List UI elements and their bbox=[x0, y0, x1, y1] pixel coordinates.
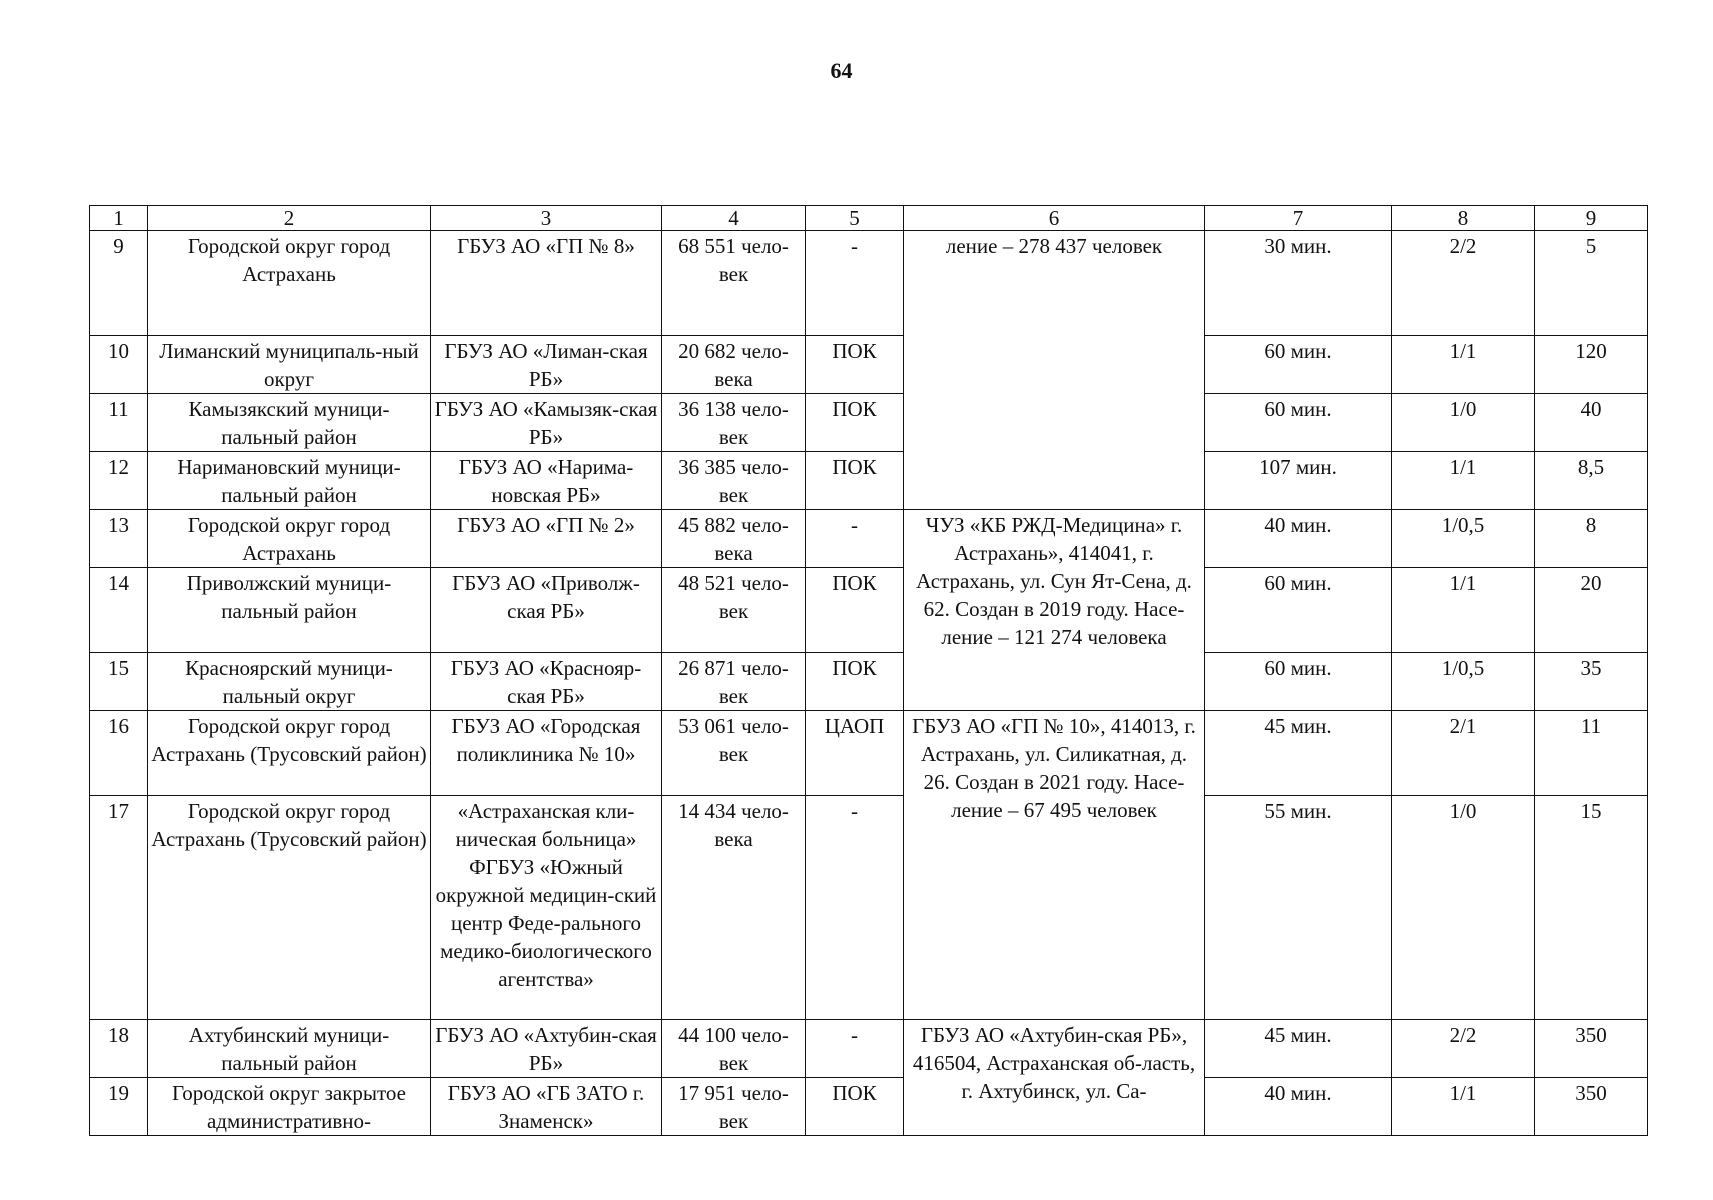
distance-cell: 350 bbox=[1535, 1020, 1648, 1078]
distance-cell: 40 bbox=[1535, 394, 1648, 452]
ratio-cell: 1/1 bbox=[1392, 568, 1535, 653]
row-number: 14 bbox=[90, 568, 148, 653]
area-cell: Лиманский муниципаль-ный округ bbox=[148, 336, 431, 394]
ratio-cell: 2/1 bbox=[1392, 711, 1535, 796]
area-cell: Камызякский муници-пальный район bbox=[148, 394, 431, 452]
organization-cell: ГБУЗ АО «Нарима-новская РБ» bbox=[431, 452, 662, 510]
type-cell: ПОК bbox=[806, 653, 904, 711]
time-cell: 60 мин. bbox=[1205, 336, 1392, 394]
population-cell: 20 682 чело-века bbox=[662, 336, 806, 394]
row-number: 15 bbox=[90, 653, 148, 711]
header-row bbox=[90, 206, 1648, 231]
row-number: 13 bbox=[90, 510, 148, 568]
ratio-cell: 1/0,5 bbox=[1392, 510, 1535, 568]
ratio-cell: 1/0 bbox=[1392, 796, 1535, 1020]
table-row bbox=[90, 568, 1648, 653]
reference-center-cell: ление – 278 437 человек bbox=[904, 231, 1205, 510]
header-cell: 7 bbox=[1205, 206, 1392, 231]
organization-cell: ГБУЗ АО «Приволж-ская РБ» bbox=[431, 568, 662, 653]
population-cell: 53 061 чело-век bbox=[662, 711, 806, 796]
type-cell: - bbox=[806, 796, 904, 1020]
organization-cell: ГБУЗ АО «Городская поликлиника № 10» bbox=[431, 711, 662, 796]
type-cell: - bbox=[806, 1020, 904, 1078]
row-number: 11 bbox=[90, 394, 148, 452]
row-number: 19 bbox=[90, 1078, 148, 1136]
population-cell: 44 100 чело-век bbox=[662, 1020, 806, 1078]
time-cell: 60 мин. bbox=[1205, 653, 1392, 711]
facilities-table bbox=[89, 205, 1648, 1136]
type-cell: - bbox=[806, 231, 904, 336]
header-cell: 2 bbox=[148, 206, 431, 231]
area-cell: Ахтубинский муници-пальный район bbox=[148, 1020, 431, 1078]
ratio-cell: 2/2 bbox=[1392, 231, 1535, 336]
distance-cell: 35 bbox=[1535, 653, 1648, 711]
type-cell: ЦАОП bbox=[806, 711, 904, 796]
time-cell: 30 мин. bbox=[1205, 231, 1392, 336]
distance-cell: 8,5 bbox=[1535, 452, 1648, 510]
table-row bbox=[90, 796, 1648, 1020]
area-cell: Наримановский муници-пальный район bbox=[148, 452, 431, 510]
population-cell: 48 521 чело-век bbox=[662, 568, 806, 653]
time-cell: 55 мин. bbox=[1205, 796, 1392, 1020]
area-cell: Красноярский муници-пальный округ bbox=[148, 653, 431, 711]
area-cell: Городской округ город Астрахань (Трусовский район) bbox=[148, 796, 431, 1020]
page-number: 64 bbox=[830, 58, 853, 83]
population-cell: 68 551 чело-век bbox=[662, 231, 806, 336]
population-cell: 26 871 чело-век bbox=[662, 653, 806, 711]
row-number: 10 bbox=[90, 336, 148, 394]
area-cell: Приволжский муници-пальный район bbox=[148, 568, 431, 653]
organization-cell: ГБУЗ АО «ГП № 2» bbox=[431, 510, 662, 568]
time-cell: 60 мин. bbox=[1205, 394, 1392, 452]
ratio-cell: 1/0,5 bbox=[1392, 653, 1535, 711]
distance-cell: 15 bbox=[1535, 796, 1648, 1020]
area-cell: Городской округ город Астрахань (Трусовский район) bbox=[148, 711, 431, 796]
time-cell: 45 мин. bbox=[1205, 711, 1392, 796]
distance-cell: 11 bbox=[1535, 711, 1648, 796]
ratio-cell: 1/1 bbox=[1392, 1078, 1535, 1136]
organization-cell: ГБУЗ АО «Камызяк-ская РБ» bbox=[431, 394, 662, 452]
population-cell: 14 434 чело-века bbox=[662, 796, 806, 1020]
row-number: 12 bbox=[90, 452, 148, 510]
ratio-cell: 1/1 bbox=[1392, 336, 1535, 394]
distance-cell: 120 bbox=[1535, 336, 1648, 394]
reference-center-cell: ГБУЗ АО «Ахтубин-ская РБ», 416504, Астраханская об-ласть, г. Ахтубинск, ул. Са- bbox=[904, 1020, 1205, 1136]
time-cell: 107 мин. bbox=[1205, 452, 1392, 510]
header-cell: 8 bbox=[1392, 206, 1535, 231]
row-number: 17 bbox=[90, 796, 148, 1020]
type-cell: ПОК bbox=[806, 452, 904, 510]
distance-cell: 5 bbox=[1535, 231, 1648, 336]
type-cell: ПОК bbox=[806, 1078, 904, 1136]
organization-cell: ГБУЗ АО «Лиман-ская РБ» bbox=[431, 336, 662, 394]
header-cell: 9 bbox=[1535, 206, 1648, 231]
reference-center-cell: ГБУЗ АО «ГП № 10», 414013, г. Астрахань, ул. Силикатная, д. 26. Создан в 2021 году. Насе-ление – 67 495 человек bbox=[904, 711, 1205, 1020]
distance-cell: 20 bbox=[1535, 568, 1648, 653]
row-number: 16 bbox=[90, 711, 148, 796]
reference-center-cell: ЧУЗ «КБ РЖД-Медицина» г. Астрахань», 414041, г. Астрахань, ул. Сун Ят-Сена, д. 62. Создан в 2019 году. Насе-ление – 121 274 человека bbox=[904, 510, 1205, 711]
organization-cell: ГБУЗ АО «Ахтубин-ская РБ» bbox=[431, 1020, 662, 1078]
table-row bbox=[90, 1020, 1648, 1078]
type-cell: ПОК bbox=[806, 336, 904, 394]
table-row bbox=[90, 336, 1648, 394]
row-number: 18 bbox=[90, 1020, 148, 1078]
header-cell: 4 bbox=[662, 206, 806, 231]
ratio-cell: 1/1 bbox=[1392, 452, 1535, 510]
table-row bbox=[90, 452, 1648, 510]
time-cell: 45 мин. bbox=[1205, 1020, 1392, 1078]
organization-cell: ГБУЗ АО «Краснояр-ская РБ» bbox=[431, 653, 662, 711]
organization-cell: «Астраханская кли-ническая больница» ФГБУЗ «Южный окружной медицин-ский центр Феде-рального медико-биологического агентства» bbox=[431, 796, 662, 1020]
population-cell: 45 882 чело-века bbox=[662, 510, 806, 568]
time-cell: 60 мин. bbox=[1205, 568, 1392, 653]
organization-cell: ГБУЗ АО «ГП № 8» bbox=[431, 231, 662, 336]
type-cell: - bbox=[806, 510, 904, 568]
table-row bbox=[90, 1078, 1648, 1136]
ratio-cell: 2/2 bbox=[1392, 1020, 1535, 1078]
time-cell: 40 мин. bbox=[1205, 1078, 1392, 1136]
area-cell: Городской округ закрытое административно- bbox=[148, 1078, 431, 1136]
row-number: 9 bbox=[90, 231, 148, 336]
organization-cell: ГБУЗ АО «ГБ ЗАТО г. Знаменск» bbox=[431, 1078, 662, 1136]
area-cell: Городской округ город Астрахань bbox=[148, 510, 431, 568]
header-cell: 6 bbox=[904, 206, 1205, 231]
distance-cell: 350 bbox=[1535, 1078, 1648, 1136]
header-cell: 5 bbox=[806, 206, 904, 231]
header-cell: 3 bbox=[431, 206, 662, 231]
type-cell: ПОК bbox=[806, 568, 904, 653]
population-cell: 36 138 чело-век bbox=[662, 394, 806, 452]
time-cell: 40 мин. bbox=[1205, 510, 1392, 568]
type-cell: ПОК bbox=[806, 394, 904, 452]
table-row bbox=[90, 231, 1648, 336]
table-row bbox=[90, 653, 1648, 711]
table-row bbox=[90, 510, 1648, 568]
header-cell: 1 bbox=[90, 206, 148, 231]
population-cell: 36 385 чело-век bbox=[662, 452, 806, 510]
table-row bbox=[90, 394, 1648, 452]
ratio-cell: 1/0 bbox=[1392, 394, 1535, 452]
distance-cell: 8 bbox=[1535, 510, 1648, 568]
area-cell: Городской округ город Астрахань bbox=[148, 231, 431, 336]
population-cell: 17 951 чело-век bbox=[662, 1078, 806, 1136]
table-row bbox=[90, 711, 1648, 796]
